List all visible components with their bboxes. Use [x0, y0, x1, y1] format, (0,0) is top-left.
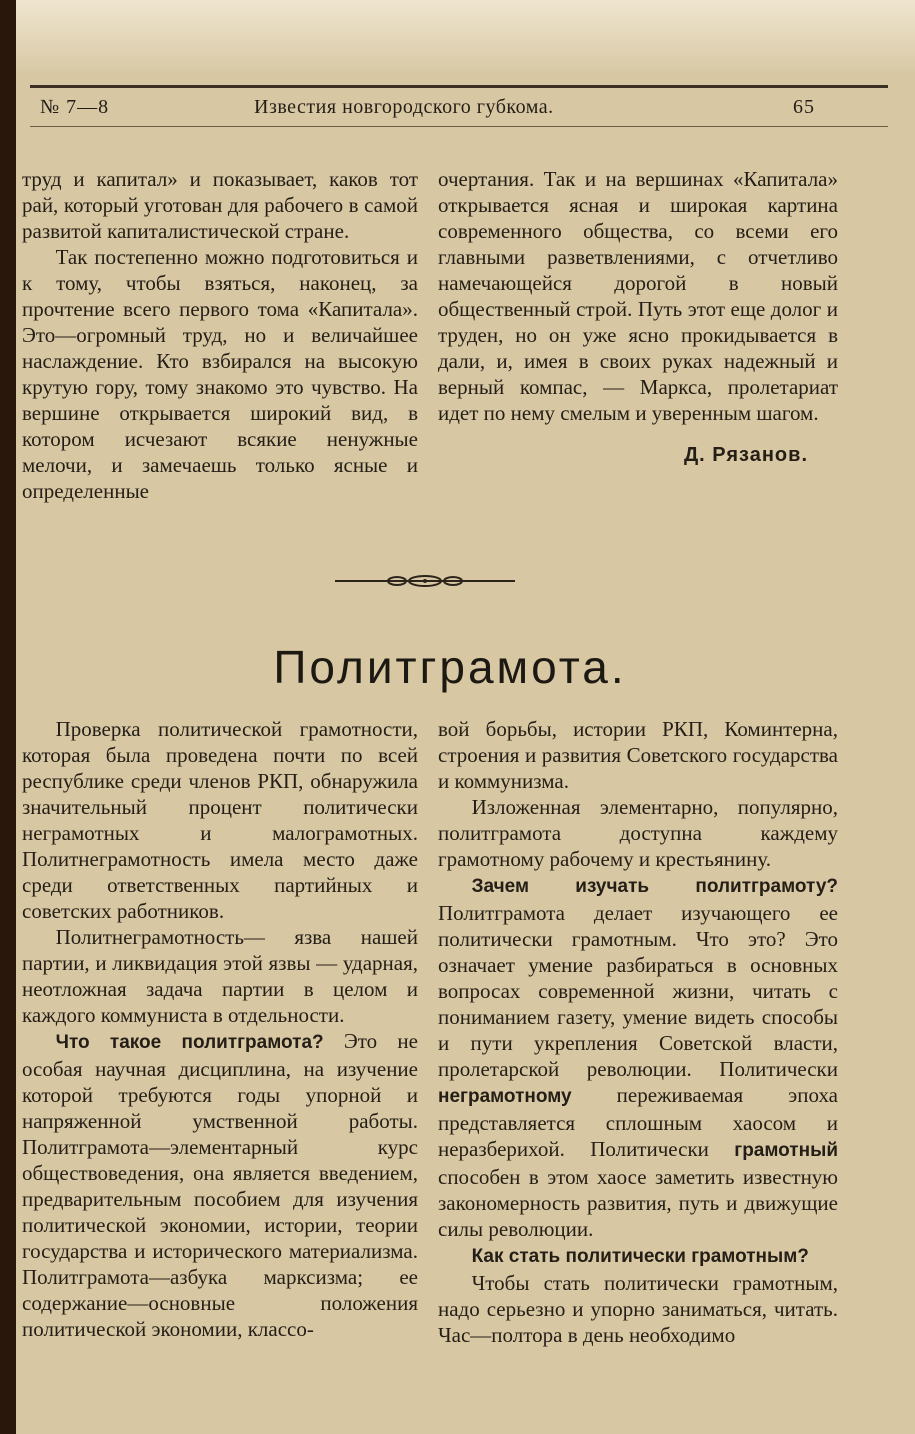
paragraph: Политнеграмотность— язва нашей партии, и ликвидация этой язвы — ударная, неотложная задача партии в целом и каждого коммуниста в отдельности.	[22, 925, 418, 1027]
emphasis: неграмотному	[438, 1086, 572, 1107]
emphasis: грамотный	[734, 1140, 838, 1161]
paragraph: труд и капитал» и показывает, каков тот рай, который уготован для рабочего в самой развитой капиталистической стране.	[22, 167, 418, 243]
top-left-column	[22, 166, 418, 504]
paragraph-text: Политграмота делает изучающего ее политически грамотным. Что это? Это означает умение разбираться в основных вопросах современной жизни, читать с пониманием газету, умение видеть способы и пути укрепления Советской власти, пролетарской революции. Политически	[438, 901, 838, 1081]
ornamental-divider	[335, 571, 515, 591]
paragraph: вой борьбы, истории РКП, Коминтерна, строения и развития Советского государства и коммунизма.	[438, 717, 838, 793]
page-top-margin	[16, 0, 915, 70]
paragraph: Так постепенно можно подготовиться и к тому, чтобы взяться, наконец, за прочтение всего первого тома «Капитала». Это—огромный труд, но и величайшее наслаждение. Кто взбирался на высокую крутую гору, тому знакомо это чувство. На вершине открывается широкий вид, в котором исчезают всякие ненужные мелочи, и замечаешь только ясные и определенные	[22, 245, 418, 503]
journal-title: Известия новгородского губкома.	[254, 96, 554, 118]
paragraph	[438, 872, 838, 1242]
header-underline	[30, 126, 888, 127]
header-rule	[30, 85, 888, 88]
issue-number: № 7—8	[40, 96, 110, 118]
article-title: Политграмота.	[273, 641, 627, 693]
paragraph-text: переживаемая эпоха представляется сплошным хаосом и неразберихой. Политически	[438, 1083, 838, 1161]
paragraph: Изложенная элементарно, популярно, политграмота доступна каждему грамотному рабочему и крестьянину.	[438, 795, 838, 871]
paragraph: Проверка политической грамотности, которая была проведена почти по всей республике среди членов РКП, обнаружила значительный процент политически неграмотных и малограмотных. Политнеграмотность имела место даже среди ответственных партийных и советских работников.	[22, 717, 418, 923]
page-binding-edge	[0, 0, 16, 1434]
running-header	[40, 96, 815, 126]
section-question: Что такое политграмота?	[55, 1032, 324, 1053]
section-heading	[438, 1242, 838, 1270]
author-signature: Д. Рязанов.	[683, 444, 808, 466]
section-question: Как стать политически грамотным?	[471, 1246, 809, 1267]
paragraph-text: Это не особая научная дисциплина, на изучение которой требуются годы упорной и напряженной умственной работы. Политграмота—элементарный курс обществоведения, она является введением, предварительным пособием для изучения политической экономии, истории, теории государства и исторического материализма. Политграмота—азбука марксизма; ее содержание—основные положения политической экономии, классо-	[22, 1029, 418, 1341]
page-number: 65	[793, 96, 815, 118]
article-right-column	[438, 716, 838, 1348]
section-question: Зачем изучать политграмоту?	[471, 876, 838, 897]
top-right-column	[438, 166, 838, 468]
paragraph: очертания. Так и на вершинах «Капитала» открывается ясная и широкая картина современного общества, со всеми его главными разветвлениями, с отчетливо намечающейся дорогой в новый общественный строй. Путь этот еще долог и труден, но он уже ясно прокидывается в дали, и, имея в своих руках надежный и верный компас, — Маркса, пролетариат идет по нему смелым и уверенным шагом.	[438, 167, 838, 425]
paragraph	[22, 1028, 418, 1342]
article-left-column	[22, 716, 418, 1342]
paragraph-text: способен в этом хаосе заметить известную закономерность развития, путь и движущие силы революции.	[438, 1165, 838, 1241]
paragraph: Чтобы стать политически грамотным, надо серьезно и упорно заниматься, читать. Час—полтора в день необходимо	[438, 1271, 838, 1347]
